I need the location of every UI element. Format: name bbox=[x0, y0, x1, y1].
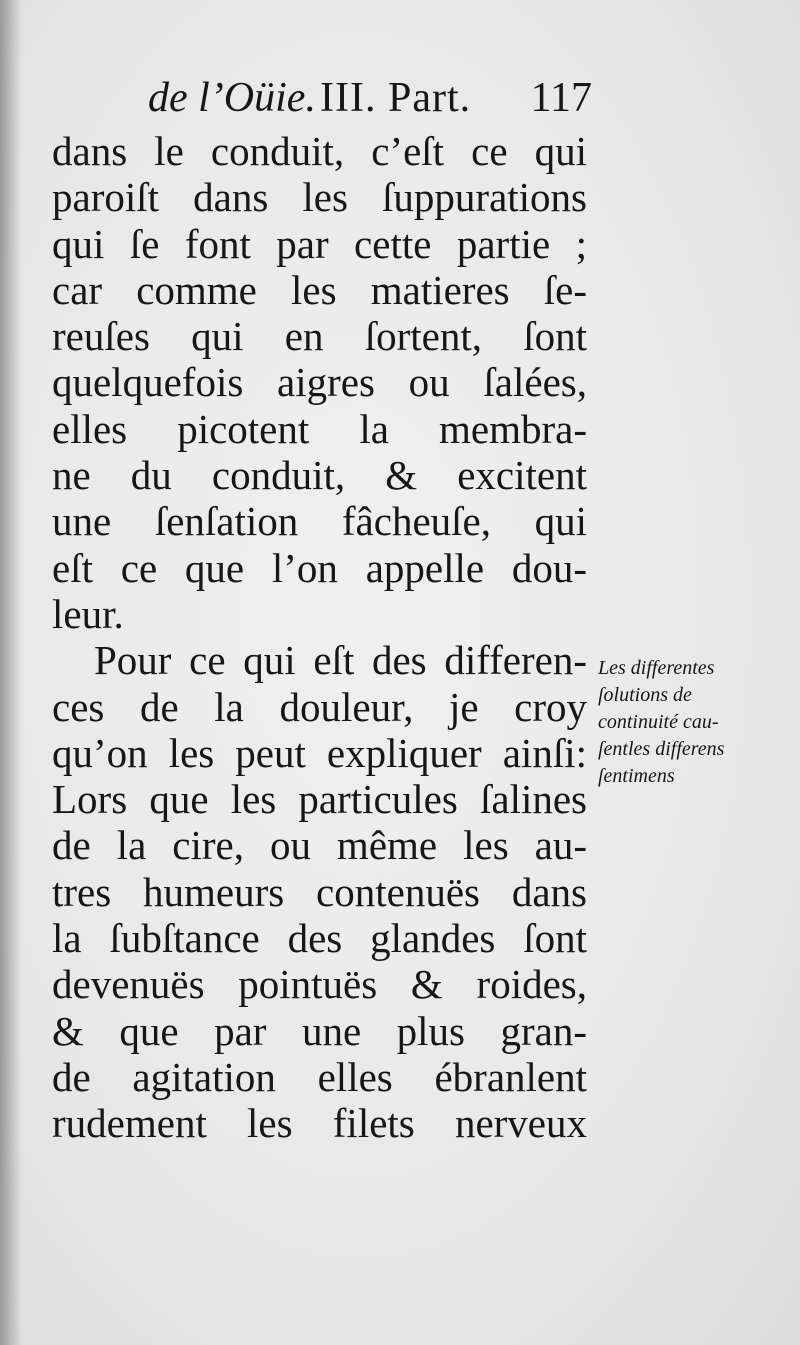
text-line: de agitation elles ébranlent bbox=[52, 1053, 587, 1100]
text-line: qui ſe font par cette partie ; bbox=[52, 220, 587, 267]
text-line: rudement les filets nerveux bbox=[52, 1100, 587, 1147]
text-line: ces de la douleur, je croy bbox=[52, 683, 587, 730]
marginal-note-line: Les differentes bbox=[598, 657, 715, 679]
marginal-note-line: ſolutions de bbox=[598, 684, 692, 706]
text-line: leur. bbox=[52, 590, 124, 637]
text-line: devenuës pointuës & roides, bbox=[52, 961, 587, 1008]
part-label: III. Part. bbox=[320, 75, 472, 121]
marginal-note-line: ſentimens bbox=[598, 765, 675, 787]
text-line: qu’on les peut expliquer ainſi: bbox=[52, 729, 587, 776]
text-line: ne du conduit, & excitent bbox=[52, 452, 587, 499]
text-line: de la cire, ou même les au- bbox=[52, 822, 587, 869]
body-text bbox=[52, 128, 587, 1147]
text-line: car comme les matieres ſe- bbox=[52, 266, 587, 313]
marginal-note-line: ſentles differens bbox=[598, 738, 725, 760]
text-line: elles picotent la membra- bbox=[52, 405, 587, 452]
text-line: la ſubſtance des glandes ſont bbox=[52, 915, 587, 962]
marginal-note bbox=[598, 655, 798, 790]
text-line: Lors que les particules ſalines bbox=[52, 776, 587, 823]
gutter-shadow bbox=[0, 0, 22, 1345]
paragraph-start-line: Pour ce qui eſt des differen- bbox=[94, 637, 587, 684]
text-line: paroiſt dans les ſuppurations bbox=[52, 174, 587, 221]
text-line: quelquefois aigres ou ſalées, bbox=[52, 359, 587, 406]
text-line: dans le conduit, c’eſt ce qui bbox=[52, 128, 587, 174]
running-head bbox=[52, 74, 592, 134]
running-title: de l’Oüie. bbox=[148, 75, 316, 121]
marginal-note-line: continuité cau- bbox=[598, 711, 719, 733]
text-line: eſt ce que l’on appelle dou- bbox=[52, 544, 587, 591]
page-number: 117 bbox=[530, 75, 592, 121]
text-line: une ſenſation fâcheuſe, qui bbox=[52, 498, 587, 545]
text-line: & que par une plus gran- bbox=[52, 1007, 587, 1054]
text-line: tres humeurs contenuës dans bbox=[52, 868, 587, 915]
text-line: reuſes qui en ſortent, ſont bbox=[52, 313, 587, 360]
